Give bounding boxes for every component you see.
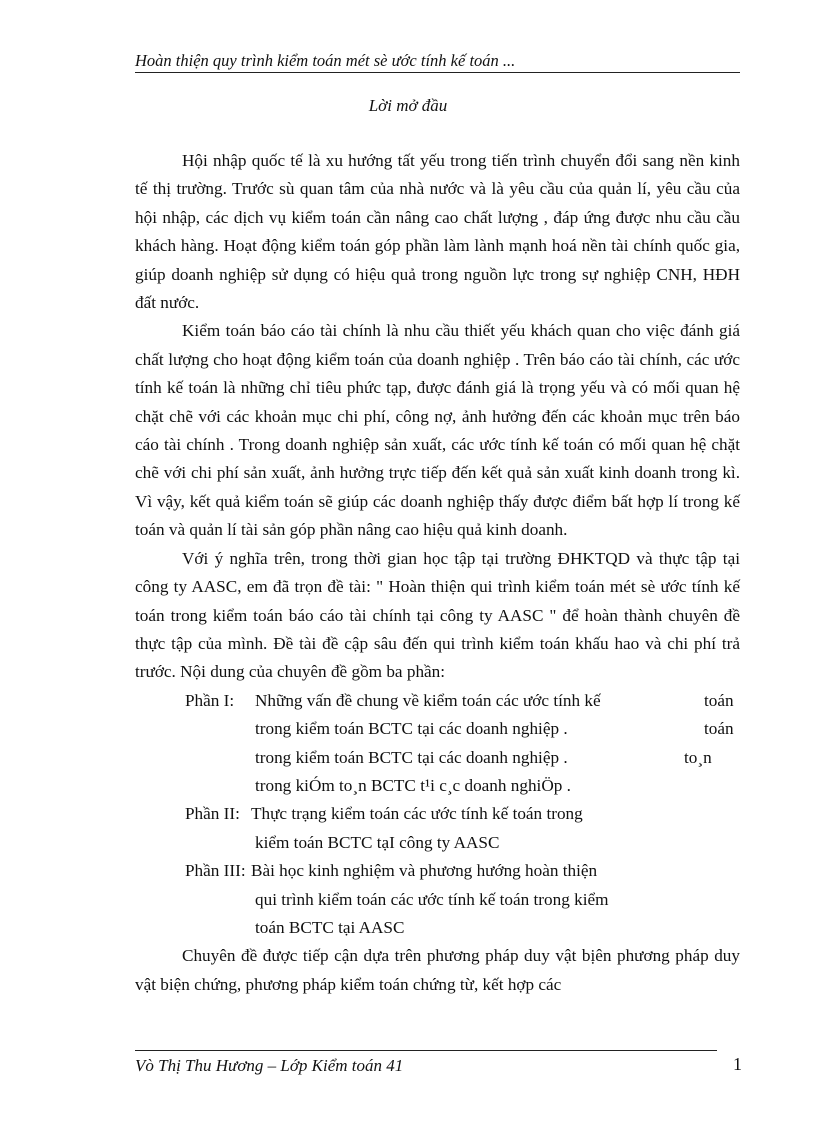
part-label: Phần I: (185, 690, 235, 710)
part-line: qui trình kiểm toán các ước tính kế toán trong kiểm (255, 889, 609, 909)
part-item (135, 687, 740, 801)
part-line: Bài học kinh nghiệm và phương hướng hoàn thiện (251, 861, 598, 881)
running-header: Hoàn thiện quy trình kiểm toán mét sè ước tính kế toán ... (135, 51, 740, 73)
part-line: trong kiÓm to¸n BCTC t¹i c¸c doanh nghiÖp . (255, 775, 571, 795)
document-body (135, 147, 740, 999)
part-item (135, 800, 740, 857)
page-number: 1 (733, 1054, 742, 1074)
part-line: Thực trạng kiểm toán các ước tính kế toán trong (251, 804, 583, 824)
part-line: trong kiểm toán BCTC tại các doanh nghiệp . to¸n (255, 747, 712, 767)
section-title: Lời mở đầu (368, 96, 448, 115)
part-line: toán BCTC tại AASC (255, 917, 405, 937)
part-item (135, 857, 740, 942)
part-label: Phần II: (185, 804, 240, 824)
part-line: kiểm toán BCTC tạI công ty AASC (255, 832, 500, 852)
part-label: Phần III: (185, 861, 246, 881)
footer-author: Vò Thị Thu Hương – Lớp Kiểm toán 41 (135, 1056, 404, 1075)
paragraph-audit-importance: Kiểm toán báo cáo tài chính là nhu cầu thiết yếu khách quan cho việc đánh giá chất lượng cho hoạt động kiểm toán của doanh nghiệp . Trên báo cáo tài chính, các ước tính kế toán là những chỉ tiêu phức tạp, được đánh giá là trọng yếu và có mối quan hệ chặt chẽ với các khoản mục chi phí, công nợ, ảnh hưởng đến các khoản mục trên báo cáo tài chính . Trong doanh nghiệp sản xuất, các ước tính kế toán có mối quan hệ chặt chẽ với chi phí sản xuất, ảnh hưởng trực tiếp đến kết quả sản xuất kinh doanh trong kì. Vì vậy, kết quả kiểm toán sẽ giúp các doanh nghiệp thấy được điểm bất hợp lí trong kế toán và quản lí tài sản góp phần nâng cao hiệu quả kinh doanh. (135, 321, 740, 540)
part-line: trong kiểm toán BCTC tại các doanh nghiệp . toán (255, 719, 734, 739)
paragraph-intro: Hội nhập quốc tế là xu hướng tất yếu trong tiến trình chuyển đổi sang nền kinh tế thị trường. Trước sù quan tâm của nhà nước và là yêu cầu của quản lí, yêu cầu của hội nhập, các dịch vụ kiểm toán cần nâng cao chất lượng , đáp ứng được nhu cầu cầu khách hàng. Hoạt động kiểm toán góp phần làm lành mạnh hoá nền tài chính quốc gia, giúp doanh nghiệp sử dụng có hiệu quả trong nguồn lực trong sự nghiệp CNH, HĐH đất nước. (135, 151, 740, 313)
part-line: Những vấn đề chung về kiểm toán các ước tính kế toán (255, 690, 734, 710)
paragraph-methodology: Chuyên đề được tiếp cận dựa trên phương pháp duy vật bịên phương pháp duy vật biện chứng, phương pháp kiểm toán chứng từ, kết hợp các (135, 946, 740, 994)
parts-list (135, 687, 740, 943)
paragraph-topic: Với ý nghĩa trên, trong thời gian học tập tại trường ĐHKTQD và thực tập tại công ty AASC, em đã trọn đề tài: " Hoàn thiện qui trình kiểm toán mét sè ước tính kế toán trong kiểm toán báo cáo tài chính tại công ty AASC " để hoàn thành chuyên đề thực tập của mình. Đề tài đề cập sâu đến qui trình kiểm toán khấu hao và chi phí trả trước. Nội dung của chuyên đề gồm ba phần: (135, 548, 740, 682)
footer-divider (135, 1050, 717, 1051)
